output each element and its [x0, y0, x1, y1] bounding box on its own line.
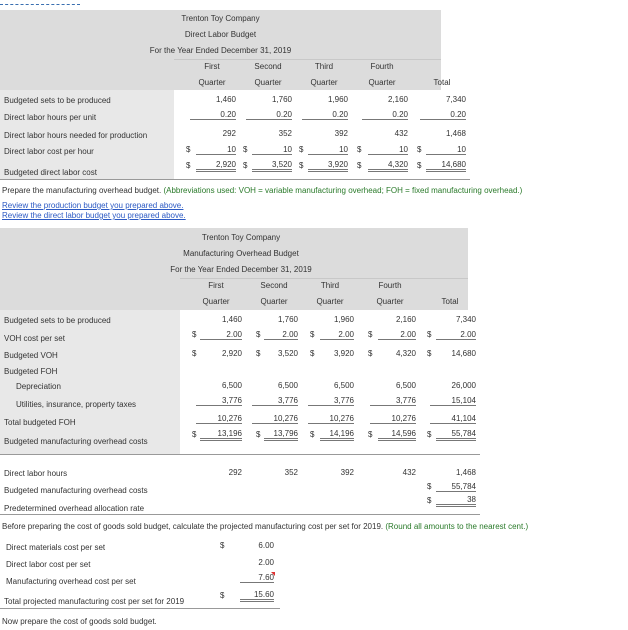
labor-cell[interactable]: 3,520: [252, 160, 292, 172]
labor-cell[interactable]: 352: [278, 129, 292, 138]
labor-title: Direct Labor Budget: [184, 30, 257, 39]
overhead-cell[interactable]: 1,760: [277, 315, 298, 324]
labor-col-3-bottom: Quarter: [310, 78, 338, 87]
rate-row-label: Direct labor hours: [4, 469, 68, 478]
dollar-sign: $: [310, 430, 315, 439]
instruction-cost-per-set: [2, 522, 528, 531]
overhead-cell[interactable]: 3,776: [196, 396, 242, 406]
overhead-cell[interactable]: 13,196: [200, 429, 242, 441]
overhead-row-label: Budgeted sets to be produced: [4, 316, 111, 325]
instruction-note: (Abbreviations used: VOH = variable manufacturing overhead; FOH = fixed manufacturing overhead.): [163, 186, 523, 195]
overhead-col-1-top: First: [208, 281, 224, 290]
overhead-row-label: Budgeted FOH: [4, 367, 58, 376]
overhead-cell[interactable]: 14,596: [378, 429, 416, 441]
rate-cell[interactable]: 352: [284, 468, 298, 477]
overhead-cell[interactable]: 4,320: [395, 349, 416, 358]
overhead-cell[interactable]: 10,276: [252, 414, 298, 424]
dollar-sign: $: [427, 430, 432, 439]
overhead-cell[interactable]: 2.00: [200, 330, 242, 340]
cost-total-value[interactable]: 15.60: [240, 590, 274, 602]
dollar-sign: $: [220, 591, 225, 600]
cost-row-label: Manufacturing overhead cost per set: [6, 577, 136, 586]
dollar-sign: $: [357, 145, 362, 154]
overhead-cell[interactable]: 3,776: [370, 396, 416, 406]
dollar-sign: $: [256, 430, 261, 439]
rate-row-label: Predetermined overhead allocation rate: [4, 504, 145, 513]
cost-row-label: Direct labor cost per set: [6, 560, 91, 569]
overhead-cell[interactable]: 13,796: [264, 429, 298, 441]
labor-company: Trenton Toy Company: [181, 14, 260, 23]
labor-cell[interactable]: 0.20: [190, 110, 236, 120]
overhead-cell[interactable]: 55,784: [436, 429, 476, 441]
labor-cell[interactable]: 14,680: [426, 160, 466, 172]
top-cut-link: [0, 0, 80, 5]
overhead-col-3-top: Third: [320, 281, 340, 290]
overhead-row-label: Depreciation: [16, 382, 61, 391]
overhead-company: Trenton Toy Company: [201, 233, 281, 242]
footer-instruction: Now prepare the cost of goods sold budget.: [2, 617, 157, 626]
labor-cell[interactable]: 432: [394, 129, 408, 138]
overhead-col-2-top: Second: [260, 281, 288, 290]
rate-cell[interactable]: 1,468: [455, 468, 476, 477]
instruction-text: Prepare the manufacturing overhead budget.: [2, 186, 162, 195]
rate-row-label: Budgeted manufacturing overhead costs: [4, 486, 148, 495]
cost-cell[interactable]: 6.00: [258, 541, 274, 550]
dollar-sign: $: [427, 330, 432, 339]
labor-row-label: Direct labor hours per unit: [4, 113, 97, 122]
labor-cell[interactable]: 0.20: [246, 110, 292, 120]
overhead-row-label: Utilities, insurance, property taxes: [16, 400, 137, 409]
labor-cell[interactable]: 10: [368, 145, 408, 155]
labor-cell[interactable]: 10: [252, 145, 292, 155]
overhead-col-1-bottom: Quarter: [202, 297, 230, 306]
dollar-sign: $: [427, 349, 432, 358]
overhead-cell[interactable]: 10,276: [196, 414, 242, 424]
rate-cell[interactable]: 292: [228, 468, 242, 477]
overhead-cell[interactable]: 10,276: [370, 414, 416, 424]
dollar-sign: $: [256, 330, 261, 339]
labor-cell[interactable]: 10: [308, 145, 348, 155]
overhead-cell[interactable]: 6,500: [395, 381, 416, 390]
labor-col-2-top: Second: [254, 62, 282, 71]
labor-cell[interactable]: 392: [334, 129, 348, 138]
dollar-sign: $: [220, 541, 225, 550]
overhead-cell[interactable]: 7,340: [455, 315, 476, 324]
rate-cell[interactable]: 38: [436, 495, 476, 507]
overhead-cell[interactable]: 3,920: [333, 349, 354, 358]
labor-cell[interactable]: 7,340: [445, 95, 466, 104]
labor-cell[interactable]: 1,468: [445, 129, 466, 138]
labor-cell[interactable]: 1,760: [271, 95, 292, 104]
labor-col-total: Total: [433, 78, 451, 87]
overhead-cell[interactable]: 2.00: [320, 330, 354, 340]
labor-cell[interactable]: 1,960: [327, 95, 348, 104]
dollar-sign: $: [310, 330, 315, 339]
overhead-row-label: Total budgeted FOH: [4, 418, 76, 427]
overhead-cell[interactable]: 6,500: [221, 381, 242, 390]
dollar-sign: $: [417, 145, 422, 154]
overhead-col-total: Total: [441, 297, 459, 306]
instruction-overhead: [2, 186, 522, 195]
dollar-sign: $: [243, 145, 248, 154]
labor-row-label: Direct labor cost per hour: [4, 147, 94, 156]
overhead-cell[interactable]: 41,104: [430, 414, 476, 424]
labor-cell[interactable]: 4,320: [368, 160, 408, 172]
dollar-sign: $: [368, 330, 373, 339]
dollar-sign: $: [368, 430, 373, 439]
dollar-sign: $: [186, 161, 191, 170]
overhead-cell[interactable]: 10,276: [308, 414, 354, 424]
overhead-cell[interactable]: 3,776: [308, 396, 354, 406]
overhead-col-2-bottom: Quarter: [260, 297, 288, 306]
dollar-sign: $: [256, 349, 261, 358]
labor-cell[interactable]: 10: [426, 145, 466, 155]
dollar-sign: $: [427, 482, 432, 491]
overhead-cell[interactable]: 2.00: [436, 330, 476, 340]
overhead-cell[interactable]: 2.00: [264, 330, 298, 340]
rate-cell[interactable]: 432: [402, 468, 416, 477]
dollar-sign: $: [192, 330, 197, 339]
overhead-cell[interactable]: 14,680: [451, 349, 476, 358]
edited-marker-icon: [271, 572, 275, 576]
labor-cell[interactable]: 10: [196, 145, 236, 155]
dollar-sign: $: [299, 161, 304, 170]
cost-row-label: Direct materials cost per set: [6, 543, 106, 552]
overhead-cell[interactable]: 2,160: [395, 315, 416, 324]
rate-cell[interactable]: 55,784: [436, 482, 476, 492]
overhead-col-3-bottom: Quarter: [316, 297, 344, 306]
review-production-link[interactable]: Review the production budget you prepared above.: [2, 201, 184, 210]
review-labor-link[interactable]: Review the direct labor budget you prepared above.: [2, 211, 186, 220]
labor-col-1-bottom: Quarter: [198, 78, 226, 87]
overhead-cell[interactable]: 1,460: [221, 315, 242, 324]
dollar-sign: $: [299, 145, 304, 154]
overhead-col-4-top: Fourth: [378, 281, 402, 290]
dollar-sign: $: [192, 430, 197, 439]
instruction-text: Before preparing the cost of goods sold budget, calculate the projected manufacturing cost per set for 2019.: [2, 522, 384, 531]
overhead-row-label: VOH cost per set: [4, 334, 65, 343]
overhead-period: For the Year Ended December 31, 2019: [170, 265, 312, 274]
labor-row-label: Budgeted sets to be produced: [4, 96, 111, 105]
overhead-cell[interactable]: 26,000: [451, 381, 476, 390]
dollar-sign: $: [192, 349, 197, 358]
labor-row-label: Budgeted direct labor cost: [4, 168, 97, 177]
overhead-cell[interactable]: 6,500: [333, 381, 354, 390]
overhead-row-label: Budgeted VOH: [4, 351, 58, 360]
overhead-cell[interactable]: 1,960: [333, 315, 354, 324]
overhead-cell[interactable]: 2,920: [221, 349, 242, 358]
overhead-cell[interactable]: 2.00: [378, 330, 416, 340]
dollar-sign: $: [417, 161, 422, 170]
overhead-row-label: Budgeted manufacturing overhead costs: [4, 437, 148, 446]
labor-col-3-top: Third: [314, 62, 334, 71]
dollar-sign: $: [357, 161, 362, 170]
labor-cell[interactable]: 2,920: [196, 160, 236, 172]
labor-cell[interactable]: 292: [222, 129, 236, 138]
rate-cell[interactable]: 392: [340, 468, 354, 477]
labor-row-label: Direct labor hours needed for production: [4, 131, 148, 140]
overhead-cell[interactable]: 15,104: [430, 396, 476, 406]
dollar-sign: $: [368, 349, 373, 358]
overhead-cell[interactable]: 3,520: [277, 349, 298, 358]
labor-cell[interactable]: 1,460: [215, 95, 236, 104]
overhead-cell[interactable]: 6,500: [277, 381, 298, 390]
labor-cell[interactable]: 0.20: [302, 110, 348, 120]
labor-cell[interactable]: 2,160: [387, 95, 408, 104]
dollar-sign: $: [243, 161, 248, 170]
labor-col-4-top: Fourth: [370, 62, 394, 71]
dollar-sign: $: [186, 145, 191, 154]
labor-col-2-bottom: Quarter: [254, 78, 282, 87]
overhead-title: Manufacturing Overhead Budget: [183, 249, 299, 258]
cost-cell[interactable]: 2.00: [258, 558, 274, 567]
labor-col-1-top: First: [204, 62, 220, 71]
overhead-col-4-bottom: Quarter: [376, 297, 404, 306]
labor-cell[interactable]: 3,920: [308, 160, 348, 172]
overhead-cell[interactable]: 14,196: [320, 429, 354, 441]
labor-cell[interactable]: 0.20: [420, 110, 466, 120]
labor-cell[interactable]: 0.20: [362, 110, 408, 120]
cost-cell[interactable]: 7.60: [240, 573, 274, 583]
dollar-sign: $: [427, 496, 432, 505]
cost-total-label: Total projected manufacturing cost per set for 2019: [4, 597, 185, 606]
overhead-cell[interactable]: 3,776: [252, 396, 298, 406]
labor-period: For the Year Ended December 31, 2019: [149, 46, 292, 55]
instruction-note: (Round all amounts to the nearest cent.): [385, 522, 529, 531]
dollar-sign: $: [310, 349, 315, 358]
labor-col-4-bottom: Quarter: [368, 78, 396, 87]
